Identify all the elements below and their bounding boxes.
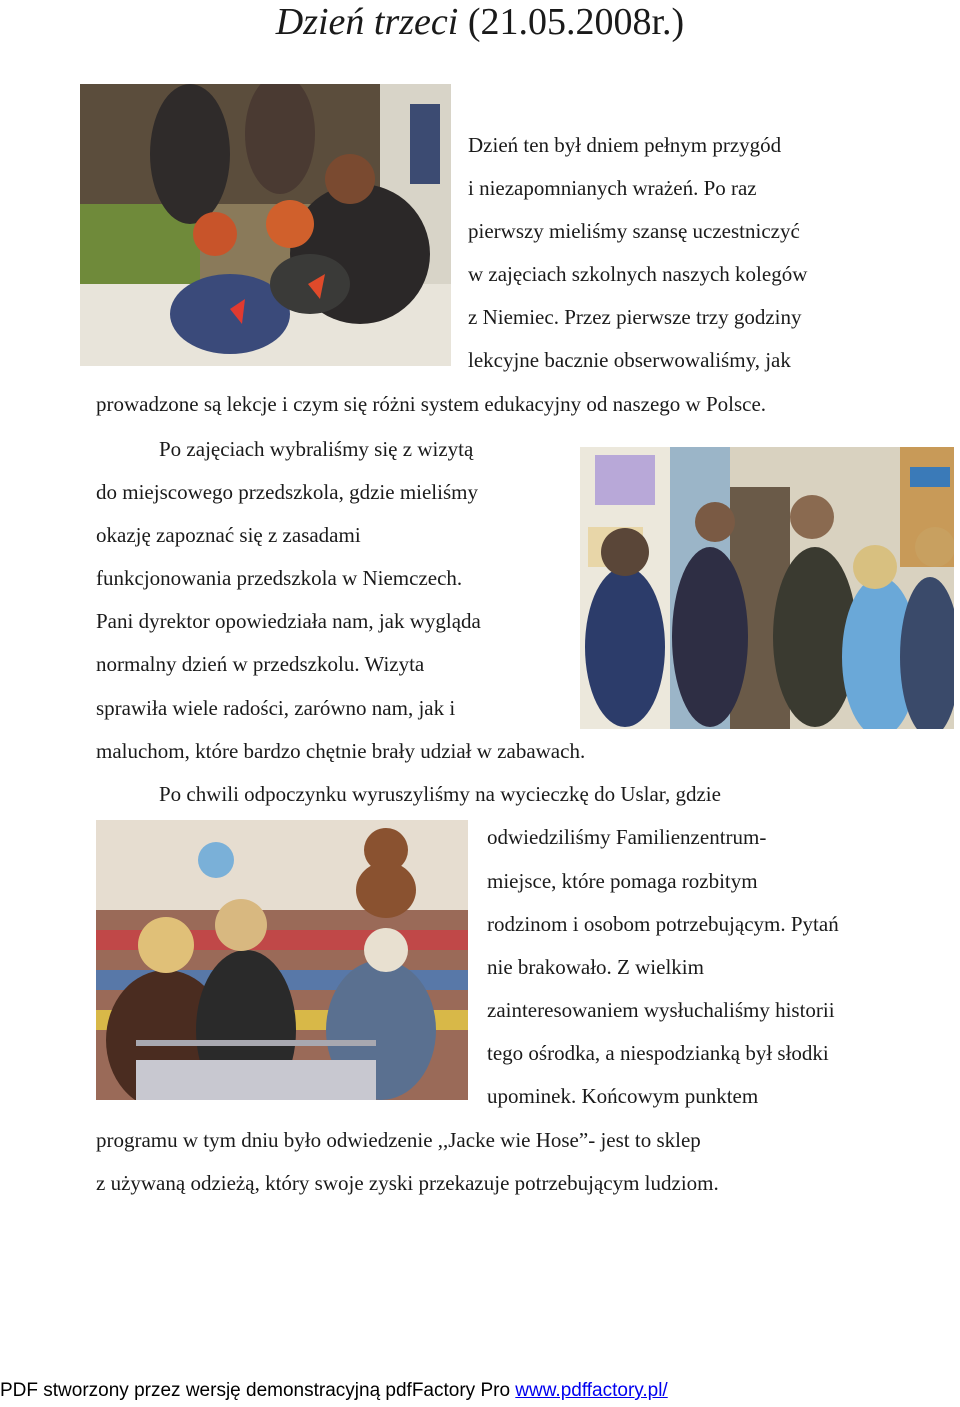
school-photo	[80, 84, 451, 366]
kindergarten-photo	[580, 447, 954, 729]
paragraph3-line: zainteresowaniem wysłuchaliśmy historii	[487, 998, 835, 1022]
title-main: Dzień trzeci	[275, 1, 459, 43]
page-title	[0, 0, 960, 44]
paragraph2-line: Pani dyrektor opowiedziała nam, jak wygląda	[96, 609, 481, 633]
paragraph3-line: odwiedziliśmy Familienzentrum-	[487, 825, 767, 849]
paragraph3-line: miejsce, które pomaga rozbitym	[487, 869, 758, 893]
paragraph3-line: upominek. Końcowym punktem	[487, 1084, 759, 1108]
paragraph3-line: rodzinom i osobom potrzebującym. Pytań	[487, 912, 839, 936]
paragraph1-line: prowadzone są lekcje i czym się różni system edukacyjny od naszego w Polsce.	[96, 392, 767, 416]
footer-text: PDF stworzony przez wersję demonstracyjną pdfFactory Pro	[0, 1380, 516, 1401]
paragraph2-line: Po zajęciach wybraliśmy się z wizytą	[159, 437, 474, 461]
paragraph2-line: do miejscowego przedszkola, gdzie mieliśmy	[96, 480, 478, 504]
paragraph3-line: Po chwili odpoczynku wyruszyliśmy na wycieczkę do Uslar, gdzie	[159, 782, 721, 806]
paragraph1-line: z Niemiec. Przez pierwsze trzy godziny	[468, 305, 802, 329]
title-date: (21.05.2008r.)	[458, 1, 685, 43]
paragraph3-line: z używaną odzieżą, który swoje zyski przekazuje potrzebującym ludziom.	[96, 1171, 719, 1195]
footer-link[interactable]: www.pdffactory.pl/	[515, 1380, 668, 1401]
paragraph1-line: w zajęciach szkolnych naszych kolegów	[468, 262, 808, 286]
paragraph3-line: programu w tym dniu było odwiedzenie ,,Jacke wie Hose”- jest to sklep	[96, 1128, 701, 1152]
paragraph2-line: maluchom, które bardzo chętnie brały udział w zabawach.	[96, 739, 586, 763]
family-centre-photo	[96, 820, 468, 1100]
paragraph2-line: normalny dzień w przedszkolu. Wizyta	[96, 652, 425, 676]
paragraph1-line: Dzień ten był dniem pełnym przygód	[468, 133, 782, 157]
paragraph1-line: pierwszy mieliśmy szansę uczestniczyć	[468, 219, 800, 243]
paragraph1-line: lekcyjne bacznie obserwowaliśmy, jak	[468, 348, 791, 372]
paragraph3-line: tego ośrodka, a niespodzianką był słodki	[487, 1041, 829, 1065]
paragraph2-line: okazję zapoznać się z zasadami	[96, 523, 361, 547]
paragraph1-line: i niezapomnianych wrażeń. Po raz	[468, 176, 757, 200]
pdf-footer	[0, 1378, 668, 1404]
paragraph3-line: nie brakowało. Z wielkim	[487, 955, 704, 979]
paragraph2-line: sprawiła wiele radości, zarówno nam, jak i	[96, 696, 456, 720]
paragraph2-line: funkcjonowania przedszkola w Niemczech.	[96, 566, 463, 590]
